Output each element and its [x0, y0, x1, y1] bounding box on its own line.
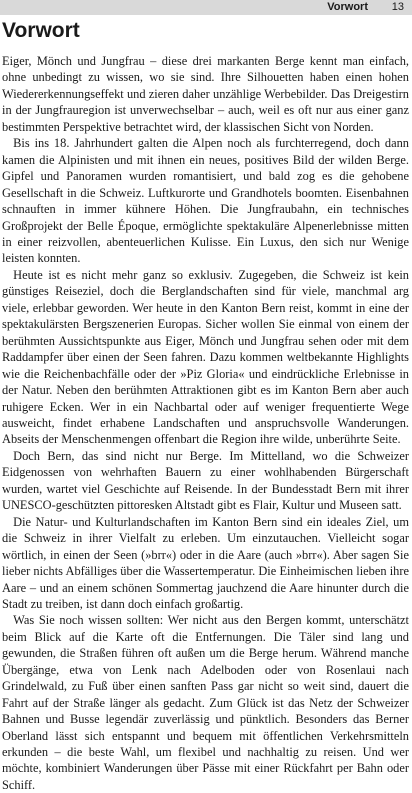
paragraph: Eiger, Mönch und Jungfrau – diese drei markanten Berge kennt man einfach, ohne unbedingt zu wissen, wo sie sind. Ihre Silhouetten haben einen hohen Wiedererkennungseffekt und zieren daher unzählige Werbebilder. Das Dreigestirn in der Jungfrauregion ist unverwechselbar – auch, weil es oft nur aus einer ganz bestimmten Perspektive betrachtet wird, der klassischen Sicht von Norden.	[2, 54, 409, 134]
page-number: 13	[391, 1, 404, 13]
paragraph: Die Natur- und Kulturlandschaften im Kanton Bern sind ein ideales Ziel, um die Schweiz in ihrer Vielfalt zu erleben. Um einzutauchen. Vielleicht sogar wörtlich, in einen der Seen (»brr«) oder in die Aare (auch »brr«). Aber sagen Sie lieber nichts Abfälliges über die Wassertemperatur. Die Einheimischen lieben ihre Aare – und an einem schönen Sommertag jauchzend die Aare hinunter durch die Stadt zu treiben, ist dann doch einfach großartig.	[2, 514, 409, 611]
paragraph: Doch Bern, das sind nicht nur Berge. Im Mittelland, wo die Schweizer Eidgenossen von wehrhaften Bauern zu einer wohlhabenden Bürgerschaft wurden, wartet viel Geschichte auf Reisende. In der Bundesstadt Bern mit ihrer UNESCO-geschützten pittoresken Altstadt gibt es Flair, Kultur und Museen satt.	[2, 448, 409, 513]
paragraph: Bis ins 18. Jahrhundert galten die Alpen noch als furchterregend, doch dann kamen die Alpinisten und mit ihnen ein neues, positives Bild der wilden Berge. Gipfel und Panoramen wurden romantisiert, und bald zog es die gehobene Gesellschaft in die Schweiz. Luftkurorte und Grandhotels boomten. Eisenbahnen schnauften in immer kühnere Höhen. Die Jungfraubahn, ein technisches Großprojekt der Belle Époque, ermöglichte spektakuläre Alpenerlebnisse mitten in einer reizvollen, abenteuerlichen Kulisse. Ein Luxus, den sich nur Wenige leisten konnten.	[2, 136, 409, 266]
running-head	[0, 0, 412, 15]
running-head-title: Vorwort	[327, 1, 368, 13]
body-text	[2, 53, 409, 793]
paragraph: Was Sie noch wissen sollten: Wer nicht aus den Bergen kommt, unterschätzt beim Blick auf die Karte oft die Entfernungen. Die Täler sind lang und gewunden, die Straßen führen oft außen um die Berge herum. Während manche Übergänge, etwa von Lenk nach Adelboden oder von Rosenlaui nach Grindelwald, zu Fuß über einen sanften Pass gar nicht so weit sind, dauert die Fahrt auf der Straße länger als gedacht. Zum Glück ist das Netz der Schweizer Bahnen und Busse legendär zuverlässig und pünktlich. Besonders das Berner Oberland lässt sich entspannt und bequem mit öffentlichen Verkehrsmitteln erkunden – die beste Wahl, um flexibel und nachhaltig zu reisen. Und wer möchte, kombiniert Wanderungen über Pässe mit einer Rückfahrt per Bahn oder Schiff.	[2, 613, 409, 792]
paragraph: Heute ist es nicht mehr ganz so exklusiv. Zugegeben, die Schweiz ist kein günstiges Reiseziel, doch die Berglandschaften sind für viele, manchmal arg viele, erlebbar geworden. Wer heute in den Kanton Bern reist, kommt in eine der spektakulärsten Bergszenerien Europas. Sicher wollen Sie einmal von einem der berühmten Aussichtspunkte aus Eiger, Mönch und Jungfrau sehen oder mit dem Raddampfer über einen der Seen fahren. Dazu kommen weltbekannte Highlights wie die Reichenbachfälle oder der »Piz Gloria« und eindrückliche Erlebnisse in der Natur. Neben den berühmten Attraktionen gibt es im Kanton Bern aber auch ruhigere Ecken. Wer in ein Nachbartal oder auf weniger frequentierte Wege ausweicht, findet erhabene Landschaften und anspruchsvolle Wanderungen. Abseits der Menschenmengen offenbart die Region ihre wilde, unberührte Seite.	[2, 267, 409, 447]
chapter-title: Vorwort	[2, 19, 80, 42]
